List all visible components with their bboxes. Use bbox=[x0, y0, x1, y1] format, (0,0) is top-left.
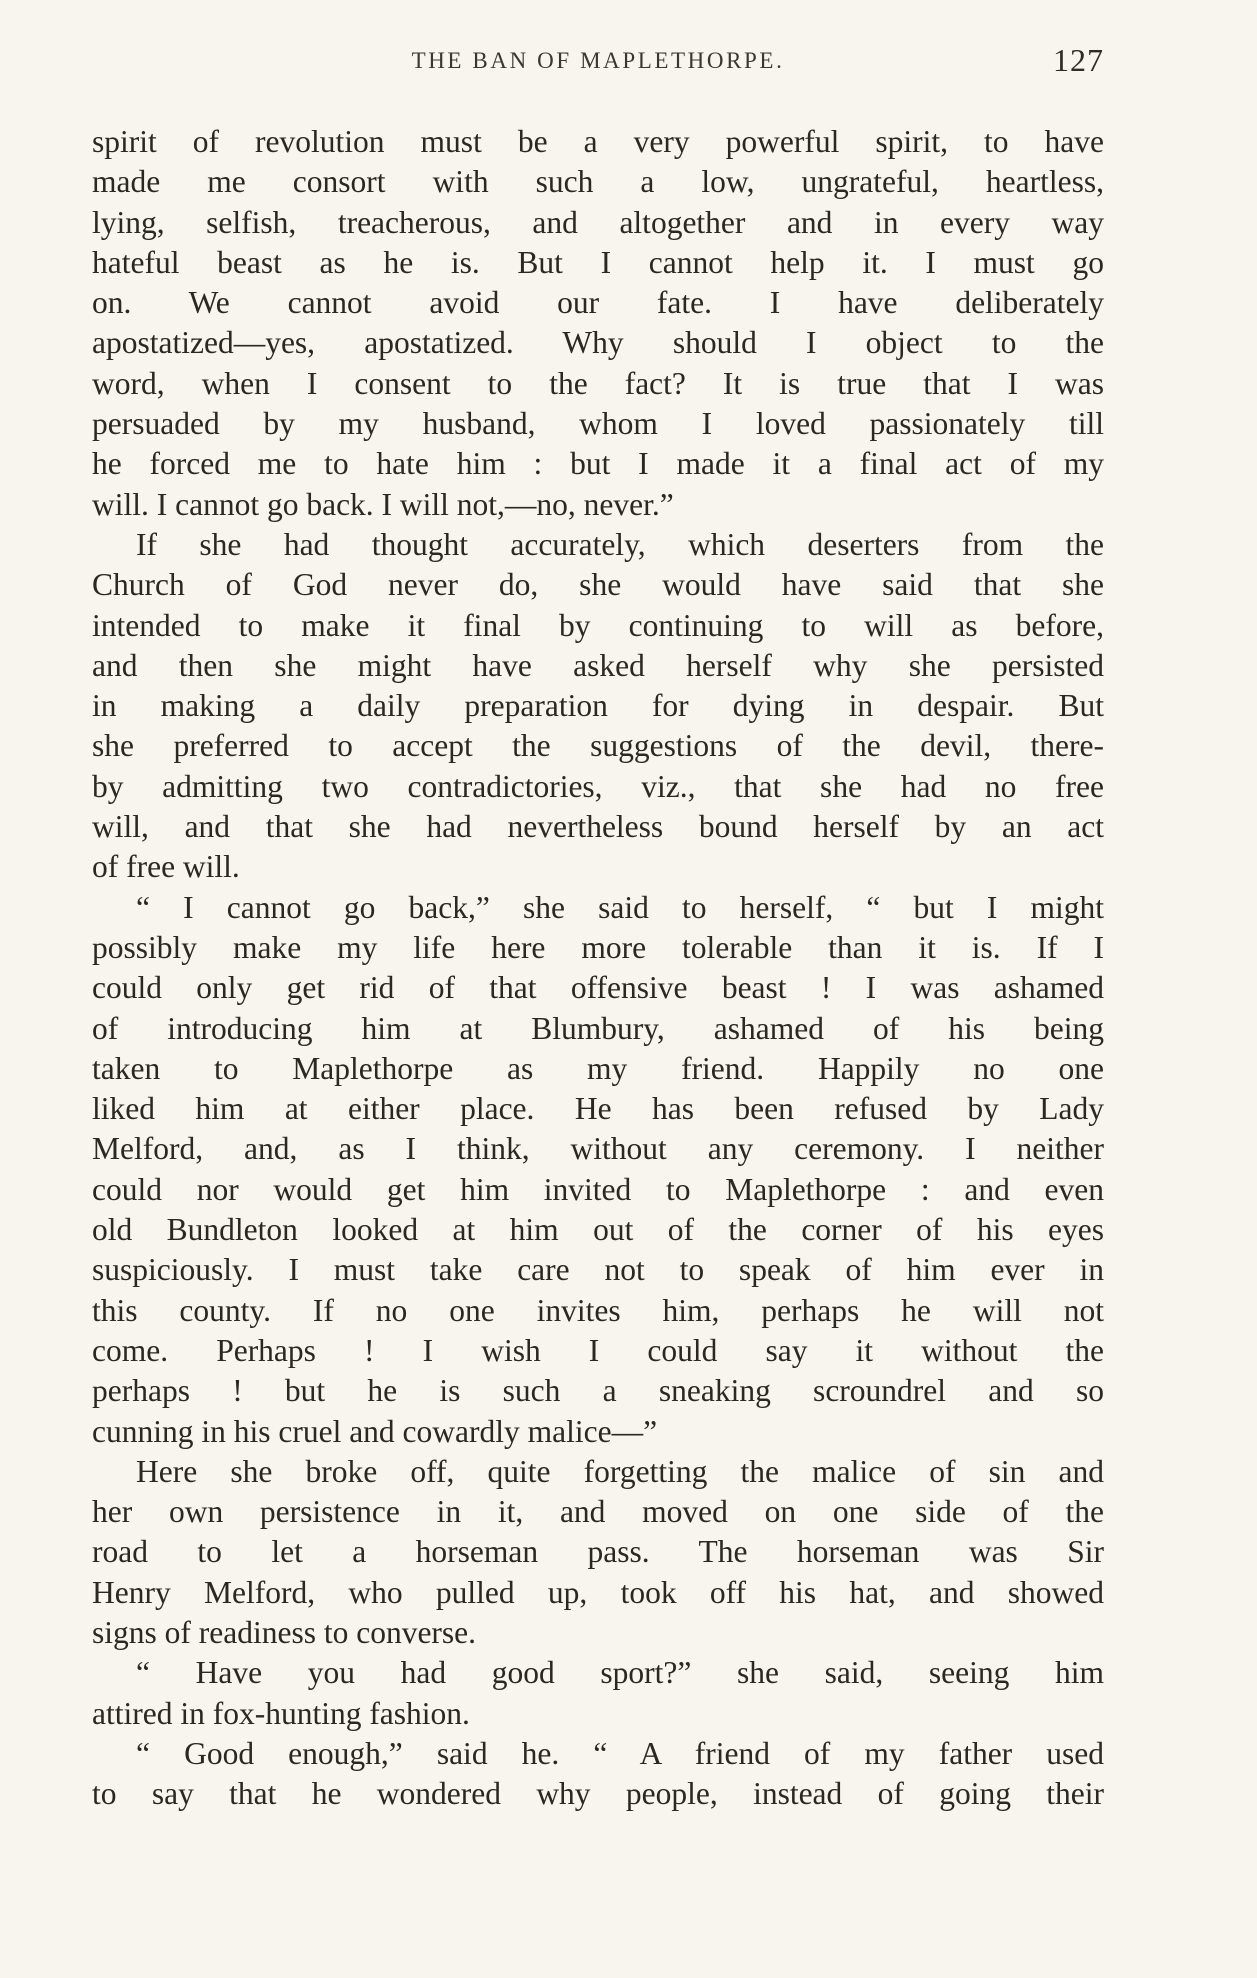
text-line: to say that he wondered why people, instead of going their bbox=[92, 1776, 1104, 1812]
text-line: liked him at either place. He has been refused by Lady bbox=[92, 1091, 1104, 1127]
page-number: 127 bbox=[1053, 42, 1104, 78]
text-line: persuaded by my husband, whom I loved passionately till bbox=[92, 406, 1104, 442]
text-line: perhaps ! but he is such a sneaking scroundrel and so bbox=[92, 1373, 1104, 1409]
text-line: this county. If no one invites him, perhaps he will not bbox=[92, 1292, 1104, 1328]
running-title: THE BAN OF MAPLETHORPE. bbox=[411, 48, 785, 73]
text-line: cunning in his cruel and cowardly malice—” bbox=[92, 1413, 658, 1449]
text-line: hateful beast as he is. But I cannot help it. I must go bbox=[92, 244, 1104, 280]
text-line: will. I cannot go back. I will not,—no, never.” bbox=[92, 486, 674, 522]
text-line: made me consort with such a low, ungrateful, heartless, bbox=[92, 164, 1104, 200]
text-line: If she had thought accurately, which deserters from the bbox=[136, 526, 1104, 562]
text-line: old Bundleton looked at him out of the corner of his eyes bbox=[92, 1212, 1104, 1248]
text-line: on. We cannot avoid our fate. I have deliberately bbox=[92, 285, 1104, 321]
text-line: Henry Melford, who pulled up, took off his hat, and showed bbox=[92, 1574, 1104, 1610]
text-line: taken to Maplethorpe as my friend. Happily no one bbox=[92, 1050, 1104, 1086]
text-line: come. Perhaps ! I wish I could say it without the bbox=[92, 1332, 1104, 1368]
text-line: Church of God never do, she would have said that she bbox=[92, 567, 1104, 603]
text-line: and then she might have asked herself why she persisted bbox=[92, 647, 1104, 683]
text-line: “ I cannot go back,” she said to herself, “ but I might bbox=[136, 889, 1104, 925]
text-line: suspiciously. I must take care not to speak of him ever in bbox=[92, 1252, 1104, 1288]
text-line: “ Good enough,” said he. “ A friend of my father used bbox=[136, 1735, 1104, 1771]
text-line: could only get rid of that offensive beast ! I was ashamed bbox=[92, 970, 1104, 1006]
text-line: she preferred to accept the suggestions of the devil, there- bbox=[92, 728, 1104, 764]
text-line: spirit of revolution must be a very powerful spirit, to have bbox=[92, 124, 1104, 159]
text-line: possibly make my life here more tolerable than it is. If I bbox=[92, 929, 1104, 965]
running-head bbox=[92, 42, 1104, 82]
text-line: word, when I consent to the fact? It is true that I was bbox=[92, 365, 1104, 401]
body-text bbox=[92, 122, 1104, 1814]
text-line: Melford, and, as I think, without any ceremony. I neither bbox=[92, 1131, 1104, 1167]
text-line: will, and that she had nevertheless bound herself by an act bbox=[92, 809, 1104, 845]
text-line: he forced me to hate him : but I made it a final act of my bbox=[92, 446, 1104, 482]
text-line: apostatized—yes, apostatized. Why should I object to the bbox=[92, 325, 1104, 361]
text-line: in making a daily preparation for dying in despair. But bbox=[92, 688, 1104, 724]
text-line: lying, selfish, treacherous, and altogether and in every way bbox=[92, 204, 1104, 240]
text-line: attired in fox-hunting fashion. bbox=[92, 1695, 470, 1731]
text-line: could nor would get him invited to Maplethorpe : and even bbox=[92, 1171, 1104, 1207]
text-line: Here she broke off, quite forgetting the malice of sin and bbox=[136, 1453, 1104, 1489]
text-line: of free will. bbox=[92, 849, 240, 885]
text-line: signs of readiness to converse. bbox=[92, 1614, 477, 1650]
text-line: “ Have you had good sport?” she said, seeing him bbox=[136, 1655, 1104, 1691]
text-line: her own persistence in it, and moved on one side of the bbox=[92, 1494, 1104, 1530]
text-line: by admitting two contradictories, viz., that she had no free bbox=[92, 768, 1104, 804]
text-line: of introducing him at Blumbury, ashamed of his being bbox=[92, 1010, 1104, 1046]
text-line: intended to make it final by continuing to will as before, bbox=[92, 607, 1104, 643]
text-line: road to let a horseman pass. The horseman was Sir bbox=[92, 1534, 1104, 1570]
